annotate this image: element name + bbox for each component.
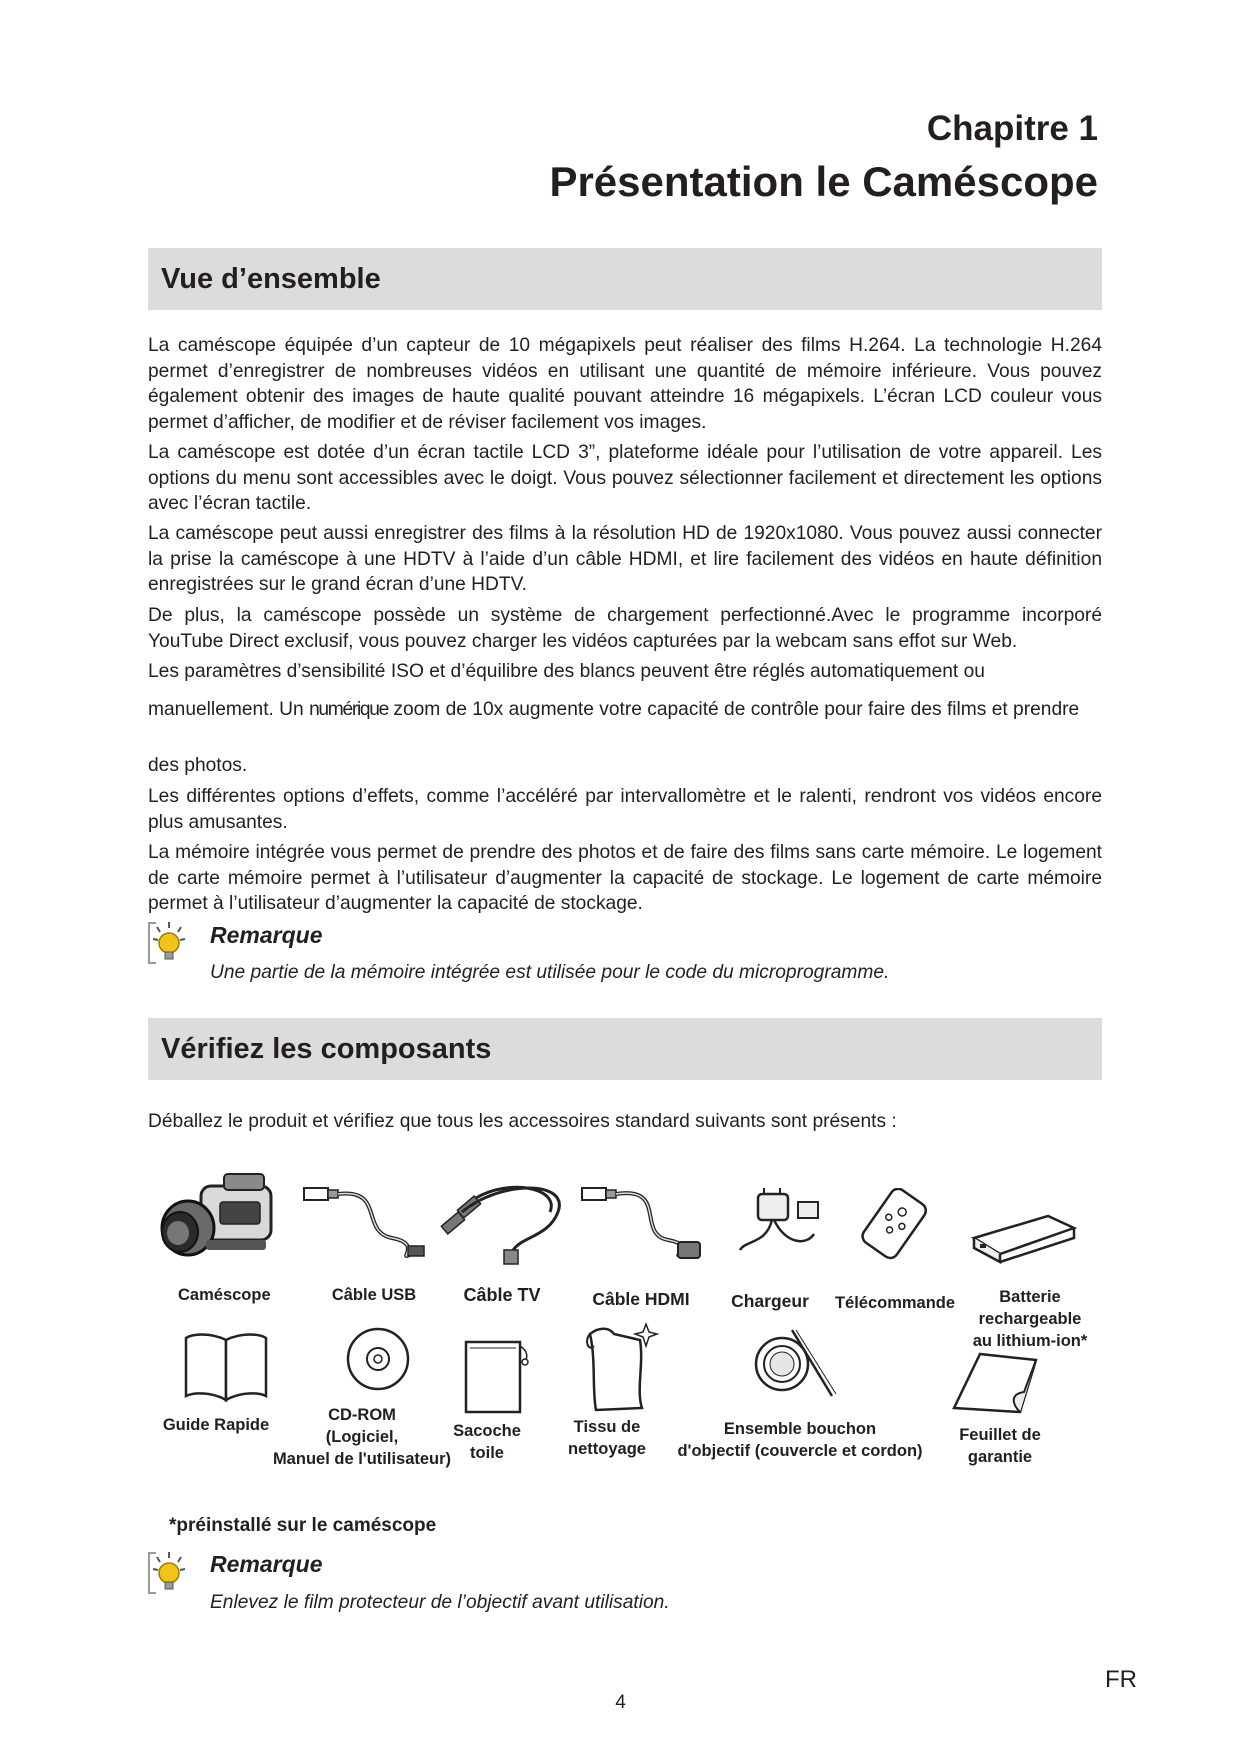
note-text: Une partie de la mémoire intégrée est utilisée pour le code du microprogramme. <box>210 962 890 983</box>
lightbulb-icon <box>148 920 190 966</box>
overview-paragraph-8: Les différentes options d’effets, comme l’accéléré par intervallomètre et le ralenti, rendront vos vidéos encore plus amusantes. <box>148 786 1102 833</box>
label-line: d'objectif (couvercle et cordon) <box>677 1442 923 1460</box>
hdmi-cable-image <box>578 1180 708 1268</box>
warranty-card-image <box>950 1350 1040 1416</box>
overview-paragraph-3: La caméscope peut aussi enregistrer des films à la résolution HD de 1920x1080. Vous pouvez aussi connecter la prise la caméscope à une HDTV à l’aide d’un câble HDMI, et lire facilement des vidéos en haute définition enregistrées sur le grand écran d’une HDTV. <box>148 523 1102 595</box>
label-line: rechargeable <box>978 1310 1082 1328</box>
label-warranty-card <box>944 1424 1056 1468</box>
label-line: CD-ROM <box>328 1406 396 1424</box>
tv-cable-image <box>440 1178 570 1268</box>
label-usb-cable: Câble USB <box>331 1286 417 1304</box>
remote-control-image <box>852 1188 938 1260</box>
battery-image <box>968 1210 1080 1264</box>
overview-paragraph-2: La caméscope est dotée d’un écran tactile LCD 3”, plateforme idéale pour l’utilisation de votre appareil. Les options du menu sont accessibles avec le doigt. Vous pouvez sélectionner facilement et directement les options avec l’écran tactile. <box>148 442 1102 514</box>
charger-image <box>736 1184 838 1260</box>
label-line: toile <box>470 1444 504 1462</box>
section-heading-overview: Vue d’ensemble <box>148 248 1102 310</box>
text-run: zoom de 10x augmente votre capacité de contrôle pour faire des films et prendre <box>393 699 1080 720</box>
overview-paragraph-1: La caméscope équipée d’un capteur de 10 mégapixels peut réaliser des films H.264. La technologie H.264 permet d’enregistrer de nombreuses vidéos en utilisant une quantité de mémoire inférieure. Vous pouvez également obtenir des images de haute qualité pouvant atteindre 16 mégapixels. L’écran LCD couleur vous permet d’afficher, de modifier et de réviser facilement vos images. <box>148 335 1102 433</box>
note-title: Remarque <box>210 1551 323 1577</box>
label-lens-cap <box>662 1418 938 1462</box>
label-line: Ensemble bouchon <box>723 1420 877 1438</box>
language-code: FR <box>1105 1666 1137 1693</box>
label-remote-control: Télécommande <box>834 1294 956 1312</box>
chapter-title: Présentation le Caméscope <box>549 158 1098 205</box>
preinstalled-footnote: *préinstallé sur le caméscope <box>169 1515 437 1536</box>
label-cd-rom <box>262 1404 462 1470</box>
page-number: 4 <box>615 1692 626 1713</box>
overview-paragraph-5: Les paramètres d’sensibilité ISO et d’équilibre des blancs peuvent être réglés automatiquement ou <box>148 661 985 682</box>
pouch-image <box>462 1336 532 1414</box>
overview-paragraph-4: De plus, la caméscope possède un système de chargement perfectionné.Avec le programme incorporé YouTube Direct exclusif, vous pouvez charger les vidéos capturées par la webcam sans effot sur Web. <box>148 605 1102 652</box>
label-line: Sacoche <box>453 1422 521 1440</box>
text-run-condensed: numérique <box>309 699 389 720</box>
label-line: Tissu de <box>573 1418 641 1436</box>
cd-rom-image <box>345 1326 411 1392</box>
cleaning-cloth-image <box>580 1320 660 1416</box>
label-line: nettoyage <box>568 1440 646 1458</box>
lens-cap-image <box>752 1326 838 1402</box>
overview-paragraph-6 <box>148 697 1102 723</box>
label-hdmi-cable: Câble HDMI <box>592 1289 690 1309</box>
components-intro: Déballez le produit et vérifiez que tous les accessoires standard suivants sont présents : <box>148 1111 897 1132</box>
quick-guide-image <box>180 1330 272 1404</box>
label-pouch <box>445 1420 529 1464</box>
overview-paragraph-9: La mémoire intégrée vous permet de prendre des photos et de faire des films sans carte mémoire. Le logement de carte mémoire permet à l’utilisateur d’augmenter la capacité de stockage. Le logement de carte mémoire permet à l’utilisateur d’augmenter la capacité de stockage. <box>148 842 1102 914</box>
label-line: Batterie <box>999 1288 1061 1306</box>
label-battery <box>960 1286 1100 1352</box>
label-quick-guide: Guide Rapide <box>162 1416 270 1434</box>
chapter-number: Chapitre 1 <box>926 109 1098 148</box>
label-line: Feuillet de <box>959 1426 1041 1444</box>
text-run: manuellement. Un <box>148 699 304 720</box>
camcorder-image <box>156 1168 280 1266</box>
label-line: Manuel de l'utilisateur) <box>272 1450 452 1468</box>
lightbulb-icon <box>148 1550 190 1596</box>
label-cleaning-cloth <box>562 1416 652 1460</box>
overview-paragraph-7: des photos. <box>148 755 248 776</box>
label-camcorder: Caméscope <box>178 1286 271 1304</box>
label-tv-cable: Câble TV <box>463 1285 541 1305</box>
usb-cable-image <box>300 1180 430 1266</box>
label-line: (Logiciel, <box>325 1428 399 1446</box>
note-title: Remarque <box>210 922 323 948</box>
label-line: garantie <box>967 1448 1033 1466</box>
label-charger: Chargeur <box>731 1291 809 1311</box>
section-heading-components: Vérifiez les composants <box>148 1018 1102 1080</box>
label-line: au lithium-ion* <box>972 1332 1088 1350</box>
note-text: Enlevez le film protecteur de l’objectif avant utilisation. <box>210 1592 670 1613</box>
